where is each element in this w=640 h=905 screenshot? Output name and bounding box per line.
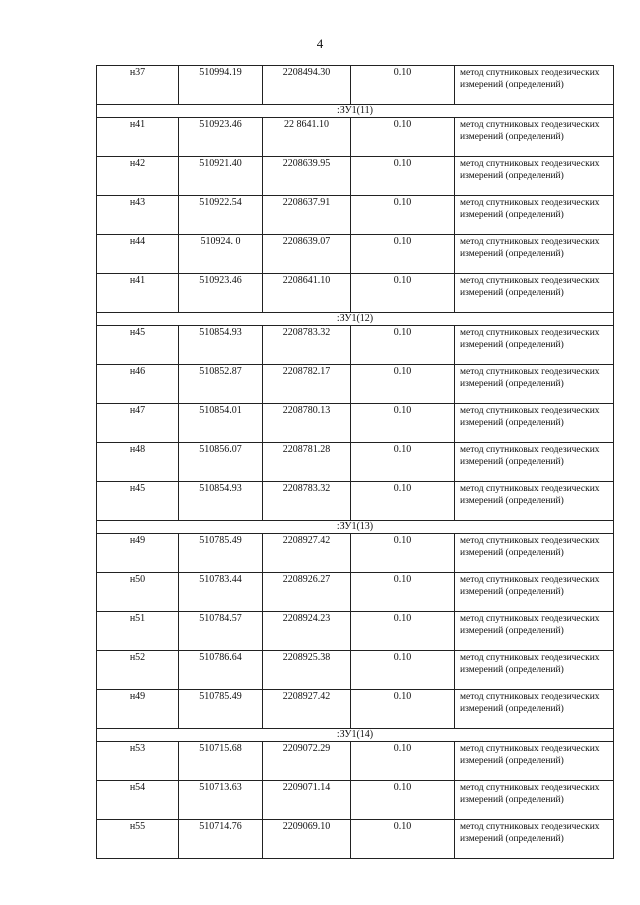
y-coordinate-cell: 2208783.32 <box>263 326 351 365</box>
coordinates-table <box>96 65 614 859</box>
y-coordinate-cell: 2208925.38 <box>263 651 351 690</box>
section-row <box>97 729 614 742</box>
y-coordinate-cell: 2208926.27 <box>263 573 351 612</box>
table-row <box>97 534 614 573</box>
table-row <box>97 66 614 105</box>
point-id-cell: н55 <box>97 820 179 859</box>
method-cell: метод спутниковых геодезических измерений (определений) <box>455 157 614 196</box>
method-cell: метод спутниковых геодезических измерений (определений) <box>455 573 614 612</box>
method-cell: метод спутниковых геодезических измерений (определений) <box>455 118 614 157</box>
accuracy-cell: 0.10 <box>351 482 455 521</box>
section-label: :ЗУ1(14) <box>97 729 614 742</box>
y-coordinate-cell: 2208927.42 <box>263 690 351 729</box>
table-row <box>97 651 614 690</box>
x-coordinate-cell: 510924. 0 <box>179 235 263 274</box>
method-cell: метод спутниковых геодезических измерений (определений) <box>455 781 614 820</box>
accuracy-cell: 0.10 <box>351 196 455 235</box>
section-label: :ЗУ1(11) <box>97 105 614 118</box>
x-coordinate-cell: 510923.46 <box>179 274 263 313</box>
accuracy-cell: 0.10 <box>351 118 455 157</box>
section-row <box>97 521 614 534</box>
accuracy-cell: 0.10 <box>351 820 455 859</box>
method-cell: метод спутниковых геодезических измерений (определений) <box>455 482 614 521</box>
table-row <box>97 404 614 443</box>
method-cell: метод спутниковых геодезических измерений (определений) <box>455 534 614 573</box>
y-coordinate-cell: 2208639.07 <box>263 235 351 274</box>
section-label: :ЗУ1(13) <box>97 521 614 534</box>
point-id-cell: н41 <box>97 274 179 313</box>
y-coordinate-cell: 2209069.10 <box>263 820 351 859</box>
point-id-cell: н41 <box>97 118 179 157</box>
accuracy-cell: 0.10 <box>351 157 455 196</box>
table-row <box>97 612 614 651</box>
point-id-cell: н46 <box>97 365 179 404</box>
table-row <box>97 781 614 820</box>
section-label: :ЗУ1(12) <box>97 313 614 326</box>
point-id-cell: н49 <box>97 534 179 573</box>
method-cell: метод спутниковых геодезических измерений (определений) <box>455 196 614 235</box>
method-cell: метод спутниковых геодезических измерений (определений) <box>455 651 614 690</box>
accuracy-cell: 0.10 <box>351 274 455 313</box>
x-coordinate-cell: 510715.68 <box>179 742 263 781</box>
coordinates-table-body <box>97 66 614 859</box>
accuracy-cell: 0.10 <box>351 573 455 612</box>
accuracy-cell: 0.10 <box>351 66 455 105</box>
accuracy-cell: 0.10 <box>351 534 455 573</box>
x-coordinate-cell: 510714.76 <box>179 820 263 859</box>
x-coordinate-cell: 510713.63 <box>179 781 263 820</box>
table-row <box>97 742 614 781</box>
accuracy-cell: 0.10 <box>351 365 455 404</box>
y-coordinate-cell: 2209072.29 <box>263 742 351 781</box>
y-coordinate-cell: 2208494.30 <box>263 66 351 105</box>
table-row <box>97 365 614 404</box>
y-coordinate-cell: 2208637.91 <box>263 196 351 235</box>
page-number: 4 <box>316 36 324 51</box>
accuracy-cell: 0.10 <box>351 690 455 729</box>
section-row <box>97 105 614 118</box>
method-cell: метод спутниковых геодезических измерений (определений) <box>455 326 614 365</box>
y-coordinate-cell: 2209071.14 <box>263 781 351 820</box>
y-coordinate-cell: 2208924.23 <box>263 612 351 651</box>
method-cell: метод спутниковых геодезических измерений (определений) <box>455 820 614 859</box>
accuracy-cell: 0.10 <box>351 404 455 443</box>
method-cell: метод спутниковых геодезических измерений (определений) <box>455 742 614 781</box>
x-coordinate-cell: 510854.93 <box>179 326 263 365</box>
point-id-cell: н43 <box>97 196 179 235</box>
table-row <box>97 820 614 859</box>
accuracy-cell: 0.10 <box>351 612 455 651</box>
point-id-cell: н44 <box>97 235 179 274</box>
x-coordinate-cell: 510852.87 <box>179 365 263 404</box>
point-id-cell: н52 <box>97 651 179 690</box>
accuracy-cell: 0.10 <box>351 326 455 365</box>
y-coordinate-cell: 2208927.42 <box>263 534 351 573</box>
y-coordinate-cell: 2208781.28 <box>263 443 351 482</box>
table-row <box>97 157 614 196</box>
point-id-cell: н54 <box>97 781 179 820</box>
table-row <box>97 196 614 235</box>
table-row <box>97 482 614 521</box>
method-cell: метод спутниковых геодезических измерений (определений) <box>455 365 614 404</box>
method-cell: метод спутниковых геодезических измерений (определений) <box>455 690 614 729</box>
y-coordinate-cell: 2208780.13 <box>263 404 351 443</box>
point-id-cell: н53 <box>97 742 179 781</box>
point-id-cell: н42 <box>97 157 179 196</box>
point-id-cell: н37 <box>97 66 179 105</box>
method-cell: метод спутниковых геодезических измерений (определений) <box>455 612 614 651</box>
point-id-cell: н45 <box>97 326 179 365</box>
point-id-cell: н50 <box>97 573 179 612</box>
point-id-cell: н47 <box>97 404 179 443</box>
accuracy-cell: 0.10 <box>351 651 455 690</box>
method-cell: метод спутниковых геодезических измерений (определений) <box>455 66 614 105</box>
y-coordinate-cell: 22 8641.10 <box>263 118 351 157</box>
section-row <box>97 313 614 326</box>
x-coordinate-cell: 510785.49 <box>179 534 263 573</box>
y-coordinate-cell: 2208783.32 <box>263 482 351 521</box>
point-id-cell: н51 <box>97 612 179 651</box>
x-coordinate-cell: 510922.54 <box>179 196 263 235</box>
accuracy-cell: 0.10 <box>351 742 455 781</box>
table-row <box>97 118 614 157</box>
accuracy-cell: 0.10 <box>351 443 455 482</box>
y-coordinate-cell: 2208641.10 <box>263 274 351 313</box>
accuracy-cell: 0.10 <box>351 235 455 274</box>
method-cell: метод спутниковых геодезических измерений (определений) <box>455 404 614 443</box>
x-coordinate-cell: 510994.19 <box>179 66 263 105</box>
accuracy-cell: 0.10 <box>351 781 455 820</box>
table-row <box>97 274 614 313</box>
method-cell: метод спутниковых геодезических измерений (определений) <box>455 235 614 274</box>
table-row <box>97 443 614 482</box>
point-id-cell: н48 <box>97 443 179 482</box>
x-coordinate-cell: 510783.44 <box>179 573 263 612</box>
table-row <box>97 690 614 729</box>
x-coordinate-cell: 510784.57 <box>179 612 263 651</box>
x-coordinate-cell: 510856.07 <box>179 443 263 482</box>
x-coordinate-cell: 510785.49 <box>179 690 263 729</box>
table-row <box>97 235 614 274</box>
table-row <box>97 326 614 365</box>
method-cell: метод спутниковых геодезических измерений (определений) <box>455 274 614 313</box>
method-cell: метод спутниковых геодезических измерений (определений) <box>455 443 614 482</box>
y-coordinate-cell: 2208639.95 <box>263 157 351 196</box>
x-coordinate-cell: 510921.40 <box>179 157 263 196</box>
x-coordinate-cell: 510923.46 <box>179 118 263 157</box>
x-coordinate-cell: 510854.93 <box>179 482 263 521</box>
x-coordinate-cell: 510854.01 <box>179 404 263 443</box>
table-row <box>97 573 614 612</box>
point-id-cell: н49 <box>97 690 179 729</box>
point-id-cell: н45 <box>97 482 179 521</box>
y-coordinate-cell: 2208782.17 <box>263 365 351 404</box>
x-coordinate-cell: 510786.64 <box>179 651 263 690</box>
